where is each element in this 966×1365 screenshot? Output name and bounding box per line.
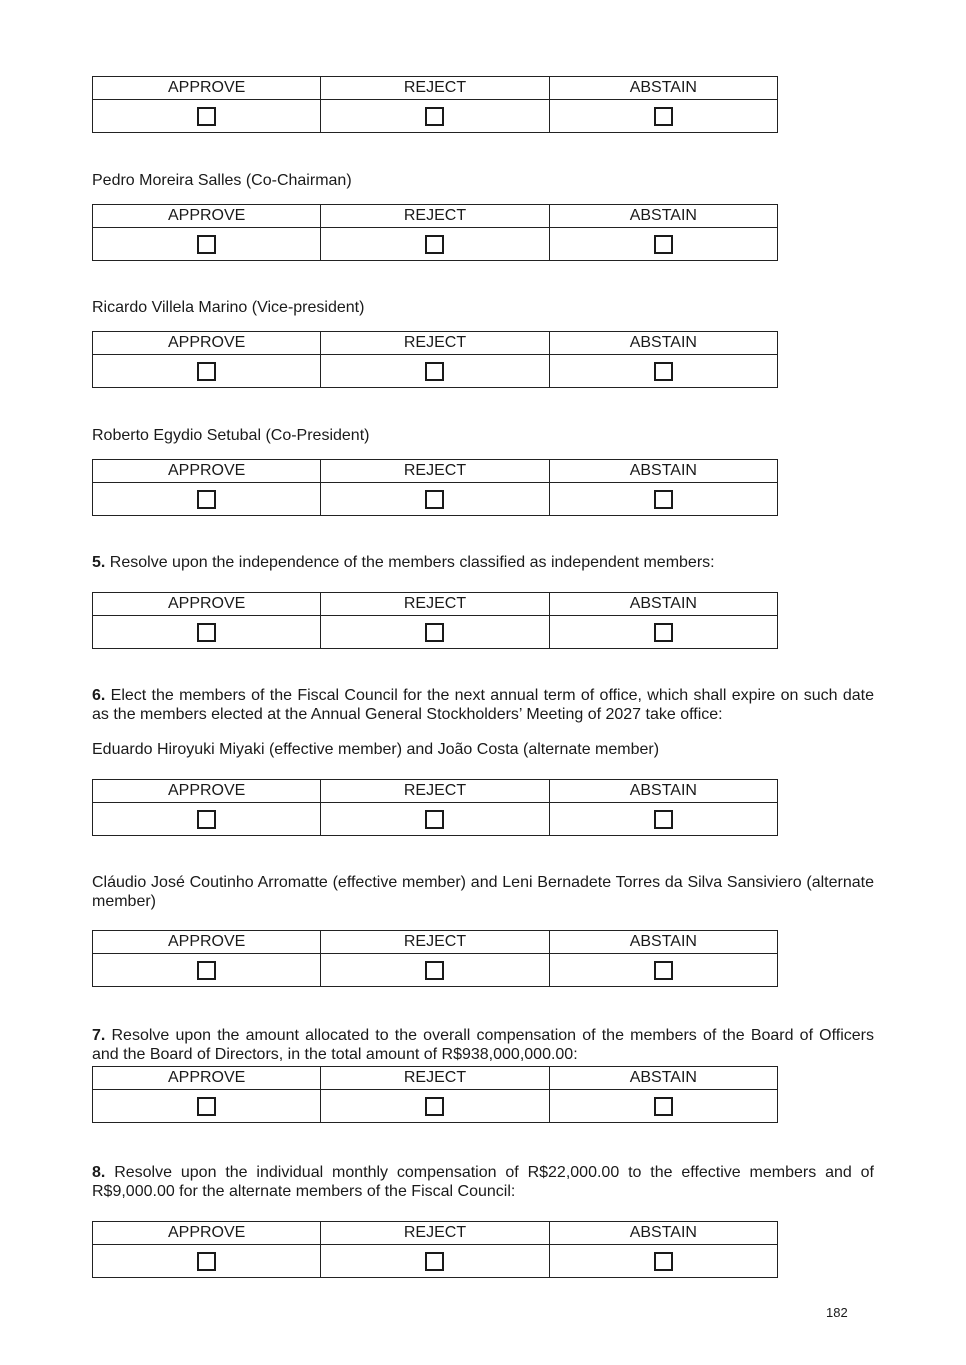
approve-checkbox[interactable] [197, 490, 216, 509]
reject-checkbox[interactable] [425, 623, 444, 642]
reject-header: REJECT [321, 931, 549, 954]
approve-checkbox[interactable] [197, 1252, 216, 1271]
resolution-7 [92, 1026, 874, 1064]
reject-header: REJECT [321, 205, 549, 228]
resolution-number: 8. [92, 1164, 106, 1181]
abstain-header: ABSTAIN [549, 460, 777, 483]
abstain-checkbox[interactable] [654, 1097, 673, 1116]
abstain-checkbox[interactable] [654, 490, 673, 509]
abstain-checkbox[interactable] [654, 362, 673, 381]
reject-header: REJECT [321, 77, 549, 100]
abstain-header: ABSTAIN [549, 1222, 777, 1245]
resolution-8 [92, 1163, 874, 1201]
reject-header: REJECT [321, 593, 549, 616]
resolution-number: 6. [92, 687, 106, 704]
vote-table-6 [92, 779, 778, 836]
reject-checkbox[interactable] [425, 961, 444, 980]
abstain-checkbox[interactable] [654, 961, 673, 980]
vote-table-8 [92, 1066, 778, 1123]
reject-checkbox[interactable] [425, 1252, 444, 1271]
reject-checkbox[interactable] [425, 362, 444, 381]
nominee-salles: Pedro Moreira Salles (Co-Chairman) [92, 172, 352, 189]
approve-header: APPROVE [93, 780, 321, 803]
vote-table-9 [92, 1221, 778, 1278]
fiscal-pair-1: Eduardo Hiroyuki Miyaki (effective member) and João Costa (alternate member) [92, 741, 660, 758]
reject-checkbox[interactable] [425, 490, 444, 509]
abstain-checkbox[interactable] [654, 1252, 673, 1271]
approve-checkbox[interactable] [197, 107, 216, 126]
approve-checkbox[interactable] [197, 623, 216, 642]
resolution-6 [92, 686, 874, 724]
vote-table-4 [92, 459, 778, 516]
approve-header: APPROVE [93, 931, 321, 954]
approve-header: APPROVE [93, 77, 321, 100]
resolution-text: Resolve upon the amount allocated to the overall compensation of the members of the Board of Officers and the Board of Directors, in the total amount of R$938,000,000.00: [92, 1027, 874, 1063]
vote-table-5 [92, 592, 778, 649]
approve-checkbox[interactable] [197, 235, 216, 254]
vote-table-1 [92, 76, 778, 133]
reject-header: REJECT [321, 1067, 549, 1090]
approve-header: APPROVE [93, 1067, 321, 1090]
abstain-header: ABSTAIN [549, 780, 777, 803]
approve-header: APPROVE [93, 332, 321, 355]
reject-header: REJECT [321, 780, 549, 803]
approve-header: APPROVE [93, 460, 321, 483]
abstain-header: ABSTAIN [549, 1067, 777, 1090]
reject-checkbox[interactable] [425, 810, 444, 829]
reject-header: REJECT [321, 1222, 549, 1245]
abstain-header: ABSTAIN [549, 332, 777, 355]
reject-header: REJECT [321, 332, 549, 355]
approve-checkbox[interactable] [197, 961, 216, 980]
abstain-header: ABSTAIN [549, 77, 777, 100]
resolution-text: Resolve upon the individual monthly compensation of R$22,000.00 to the effective members and of R$9,000.00 for the alternate members of the Fiscal Council: [92, 1164, 874, 1200]
reject-checkbox[interactable] [425, 1097, 444, 1116]
vote-table-2 [92, 204, 778, 261]
abstain-header: ABSTAIN [549, 931, 777, 954]
vote-table-3 [92, 331, 778, 388]
nominee-setubal: Roberto Egydio Setubal (Co-President) [92, 427, 370, 444]
nominee-marino: Ricardo Villela Marino (Vice-president) [92, 299, 365, 316]
approve-header: APPROVE [93, 593, 321, 616]
fiscal-pair-2: Cláudio José Coutinho Arromatte (effective member) and Leni Bernadete Torres da Silva Sansiviero (alternate member) [92, 874, 874, 910]
resolution-number: 7. [92, 1027, 106, 1044]
abstain-checkbox[interactable] [654, 235, 673, 254]
reject-checkbox[interactable] [425, 235, 444, 254]
resolution-5 [92, 553, 874, 572]
resolution-text: Elect the members of the Fiscal Council for the next annual term of office, which shall expire on such date as the members elected at the Annual General Stockholders’ Meeting of 2027 take office: [92, 687, 874, 723]
approve-header: APPROVE [93, 1222, 321, 1245]
abstain-checkbox[interactable] [654, 623, 673, 642]
reject-checkbox[interactable] [425, 107, 444, 126]
abstain-header: ABSTAIN [549, 205, 777, 228]
vote-table-7 [92, 930, 778, 987]
approve-checkbox[interactable] [197, 362, 216, 381]
reject-header: REJECT [321, 460, 549, 483]
page-number: 182 [826, 1305, 848, 1320]
abstain-checkbox[interactable] [654, 810, 673, 829]
abstain-header: ABSTAIN [549, 593, 777, 616]
approve-checkbox[interactable] [197, 1097, 216, 1116]
abstain-checkbox[interactable] [654, 107, 673, 126]
resolution-number: 5. [92, 554, 106, 571]
approve-header: APPROVE [93, 205, 321, 228]
resolution-text: Resolve upon the independence of the members classified as independent members: [105, 554, 715, 571]
approve-checkbox[interactable] [197, 810, 216, 829]
